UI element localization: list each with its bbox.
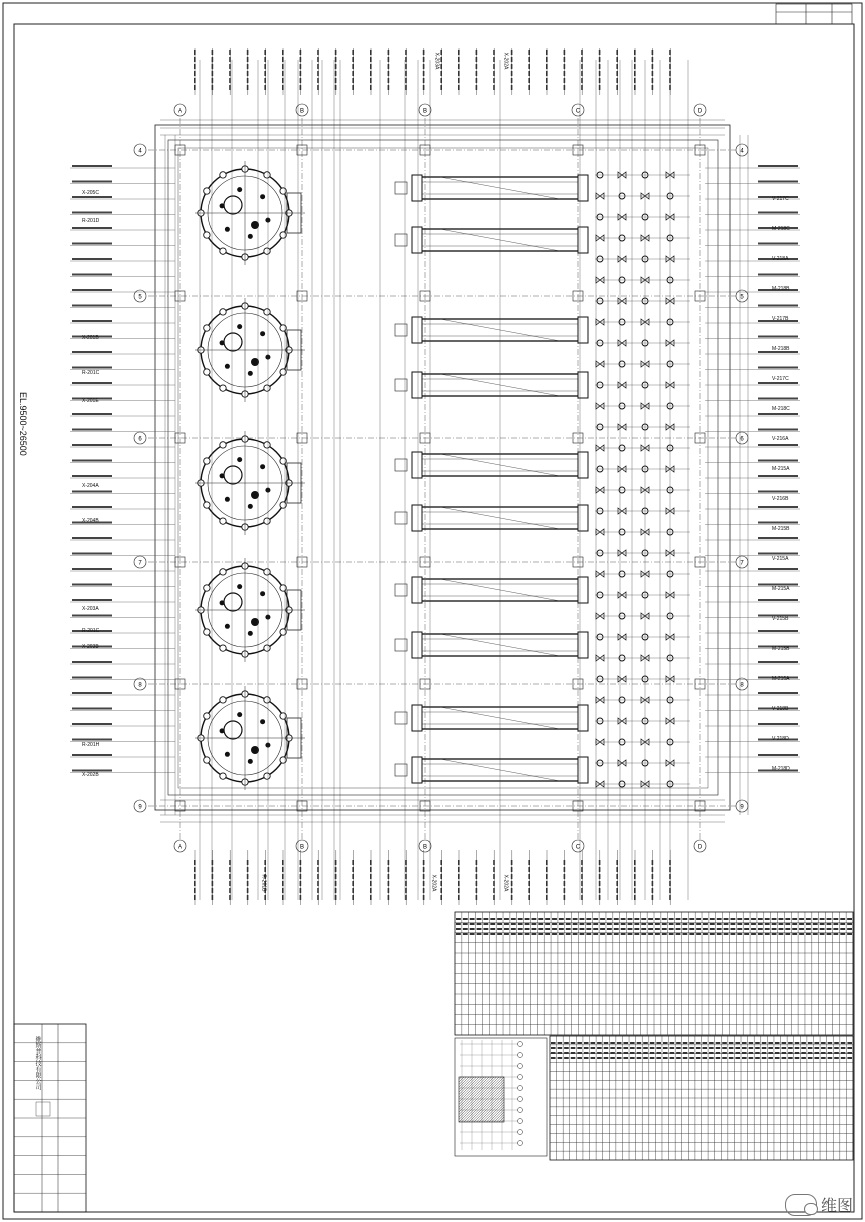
- equipment-tag: X-203A: [433, 52, 440, 70]
- reactor-port: [248, 631, 253, 636]
- exchanger-support: [395, 584, 407, 596]
- reactor-lug: [220, 442, 226, 448]
- reactor-lug: [264, 645, 270, 651]
- equipment-tag: X-204A: [82, 483, 99, 489]
- reactor-port: [248, 371, 253, 376]
- reactor-port: [220, 473, 225, 478]
- reactor-nozzle: [251, 746, 259, 754]
- exchanger-head: [412, 452, 422, 478]
- reactor-nozzle: [251, 491, 259, 499]
- exchanger-head: [412, 757, 422, 783]
- grid-col-label: A: [177, 844, 183, 851]
- reactor-port: [248, 234, 253, 239]
- reactor-port: [225, 752, 230, 757]
- reactor-lug: [204, 585, 210, 591]
- reactor-lug: [204, 325, 210, 331]
- reactor-lug: [264, 518, 270, 524]
- grid-col-label: C: [575, 844, 581, 851]
- reactor-lug: [280, 629, 286, 635]
- reactor-manway: [224, 196, 242, 214]
- grid-col-label: B: [422, 108, 428, 115]
- key-plan-hatch: [459, 1077, 504, 1122]
- exchanger-head: [578, 577, 588, 603]
- exchanger-head: [412, 577, 422, 603]
- equipment-tag: R-201D: [82, 218, 100, 224]
- reactor-manway: [224, 593, 242, 611]
- elevation-label: EL.9500~26500: [18, 392, 28, 456]
- valve-cluster: [595, 172, 690, 787]
- exchanger-head: [578, 175, 588, 201]
- grid-col-label: A: [177, 108, 183, 115]
- grid-row-label: 8: [740, 682, 744, 689]
- reactor-manway: [224, 721, 242, 739]
- equipment-tag: V-218A: [772, 256, 789, 262]
- reactor-port: [220, 340, 225, 345]
- grid-col-label: C: [575, 108, 581, 115]
- reactor-port: [220, 203, 225, 208]
- equipment-tag: R-201C: [82, 628, 100, 634]
- reactor-lug: [264, 442, 270, 448]
- reactor-port: [260, 719, 265, 724]
- reactor-lug: [220, 172, 226, 178]
- reactor-lug: [204, 369, 210, 375]
- grid-col-label: B: [299, 844, 305, 851]
- exchanger-head: [412, 175, 422, 201]
- exchanger-head: [578, 632, 588, 658]
- equipment-tag: X-201E: [82, 398, 99, 404]
- grid-col-label: B: [299, 108, 305, 115]
- grid-row-label: 4: [740, 148, 744, 155]
- reactor-lug: [280, 585, 286, 591]
- grid-row-label: 5: [740, 294, 744, 301]
- sheet-border-outer: [3, 3, 862, 1219]
- reactor-lug: [280, 713, 286, 719]
- exchanger-support: [395, 764, 407, 776]
- reactor-port: [260, 591, 265, 596]
- grid-col-label: B: [422, 844, 428, 851]
- reactor-nozzle: [251, 618, 259, 626]
- equipment-schedule-table: [550, 1036, 853, 1160]
- grid-row-label: 4: [138, 148, 142, 155]
- watermark-text: 维图: [820, 1198, 853, 1215]
- equipment-tag: X-202A: [430, 874, 437, 892]
- reactor-lug: [220, 518, 226, 524]
- equipment-tag: M-218D: [772, 766, 790, 772]
- reactor-lug: [220, 309, 226, 315]
- sheet-border-inner: [14, 24, 854, 1212]
- reactor-port: [260, 194, 265, 199]
- reactor-port: [248, 504, 253, 509]
- reactor-port: [237, 187, 242, 192]
- equipment-tag: V-218B: [772, 706, 789, 712]
- reactor-lug: [204, 713, 210, 719]
- equipment-tag: M-215A: [772, 466, 790, 472]
- key-plan: [455, 1038, 547, 1156]
- reactor-vessels: [195, 161, 305, 790]
- grid-row-label: 9: [740, 804, 744, 811]
- reactor-port: [237, 712, 242, 717]
- reactor-lug: [280, 369, 286, 375]
- reactor-lug: [280, 232, 286, 238]
- equipment-tag: V-217C: [772, 196, 789, 202]
- equipment-tag: V-215B: [772, 616, 789, 622]
- reactor-lug: [280, 757, 286, 763]
- reactor-lug: [204, 232, 210, 238]
- reactor-port: [225, 364, 230, 369]
- exchanger-support: [395, 459, 407, 471]
- title-block: [14, 1024, 86, 1212]
- reactor-lug: [264, 248, 270, 254]
- exchanger-head: [412, 317, 422, 343]
- exchanger-support: [395, 512, 407, 524]
- equipment-tag: R-201C: [82, 370, 100, 376]
- revision-block: [776, 4, 852, 24]
- reactor-lug: [220, 248, 226, 254]
- reactor-lug: [204, 502, 210, 508]
- grid-row-label: 8: [138, 682, 142, 689]
- reactor-lug: [220, 569, 226, 575]
- equipment-tag: X-204B: [82, 518, 99, 524]
- reactor-port: [260, 464, 265, 469]
- pipe-runs: [160, 60, 748, 900]
- reactor-lug: [220, 773, 226, 779]
- equipment-tag: V-218D: [772, 736, 789, 742]
- reactor-lug: [220, 385, 226, 391]
- equipment-tag: X-201B: [82, 335, 99, 341]
- exchanger-head: [578, 317, 588, 343]
- reactor-port: [220, 600, 225, 605]
- reactor-lug: [264, 385, 270, 391]
- reactor-manway: [224, 466, 242, 484]
- reactor-lug: [280, 188, 286, 194]
- reactor-port: [248, 759, 253, 764]
- equipment-tag: X-202B: [82, 772, 99, 778]
- equipment-tag: M-215A: [772, 586, 790, 592]
- exchanger-support: [395, 234, 407, 246]
- exchanger-head: [578, 705, 588, 731]
- equipment-tag: V-216B: [772, 496, 789, 502]
- equipment-tag: R-201H: [82, 742, 100, 748]
- exchanger-head: [578, 227, 588, 253]
- exchanger-head: [578, 452, 588, 478]
- reactor-lug: [204, 458, 210, 464]
- reactor-port: [237, 457, 242, 462]
- reactor-lug: [280, 325, 286, 331]
- equipment-tag: M-218B: [772, 346, 790, 352]
- stamp-box: [36, 1102, 50, 1116]
- reactor-manway: [224, 333, 242, 351]
- heat-exchangers: [395, 175, 588, 783]
- reactor-port: [225, 497, 230, 502]
- grid-row-label: 5: [138, 294, 142, 301]
- reactor-lug: [280, 458, 286, 464]
- grid-col-label: D: [697, 108, 703, 115]
- exchanger-support: [395, 182, 407, 194]
- grid-row-label: 7: [740, 560, 744, 567]
- exchanger-head: [578, 505, 588, 531]
- equipment-tag: M-218C: [772, 226, 790, 232]
- reactor-nozzle: [251, 221, 259, 229]
- reactor-lug: [204, 188, 210, 194]
- line-schedule-table: [455, 912, 853, 1035]
- exchanger-head: [578, 757, 588, 783]
- reactor-port: [225, 227, 230, 232]
- exchanger-head: [412, 505, 422, 531]
- reactor-lug: [264, 172, 270, 178]
- grid-row-label: 7: [138, 560, 142, 567]
- equipment-tag: X-202A: [502, 874, 509, 892]
- reactor-port: [225, 624, 230, 629]
- reactor-port: [260, 331, 265, 336]
- reactor-lug: [220, 697, 226, 703]
- exchanger-head: [412, 705, 422, 731]
- equipment-tag: M-218B: [772, 286, 790, 292]
- equipment-tag: X-205C: [82, 190, 99, 196]
- exchanger-head: [412, 632, 422, 658]
- company-name: 維斯普科技有限公司: [34, 1036, 40, 1090]
- grid-row-label: 6: [740, 436, 744, 443]
- exchanger-support: [395, 639, 407, 651]
- exchanger-head: [412, 372, 422, 398]
- equipment-tag: X-203B: [82, 644, 99, 650]
- equipment-tag: R-201B: [260, 874, 267, 892]
- exchanger-head: [412, 227, 422, 253]
- reactor-lug: [264, 309, 270, 315]
- equipment-tag: V-215A: [772, 556, 789, 562]
- equipment-tag: V-217B: [772, 316, 789, 322]
- reactor-lug: [264, 697, 270, 703]
- reactor-lug: [204, 629, 210, 635]
- reactor-port: [220, 728, 225, 733]
- reactor-lug: [264, 773, 270, 779]
- equipment-tag: M-218C: [772, 406, 790, 412]
- equipment-tag: X-202A: [502, 52, 509, 70]
- reactor-port: [237, 584, 242, 589]
- reactor-nozzle: [251, 358, 259, 366]
- column-grid: [134, 104, 748, 852]
- grid-row-label: 6: [138, 436, 142, 443]
- wechat-icon: [785, 1194, 817, 1216]
- exchanger-head: [578, 372, 588, 398]
- reactor-lug: [220, 645, 226, 651]
- reactor-lug: [204, 757, 210, 763]
- equipment-tag: V-217C: [772, 376, 789, 382]
- reactor-lug: [264, 569, 270, 575]
- grid-col-label: D: [697, 844, 703, 851]
- reactor-lug: [280, 502, 286, 508]
- equipment-tag: M-215B: [772, 526, 790, 532]
- exchanger-support: [395, 324, 407, 336]
- exchanger-support: [395, 379, 407, 391]
- watermark: [785, 1193, 853, 1216]
- equipment-tag: M-215B: [772, 646, 790, 652]
- equipment-tag: M-216A: [772, 676, 790, 682]
- equipment-tag: X-203A: [82, 606, 99, 612]
- reactor-port: [237, 324, 242, 329]
- equipment-tag: V-216A: [772, 436, 789, 442]
- exchanger-support: [395, 712, 407, 724]
- grid-row-label: 9: [138, 804, 142, 811]
